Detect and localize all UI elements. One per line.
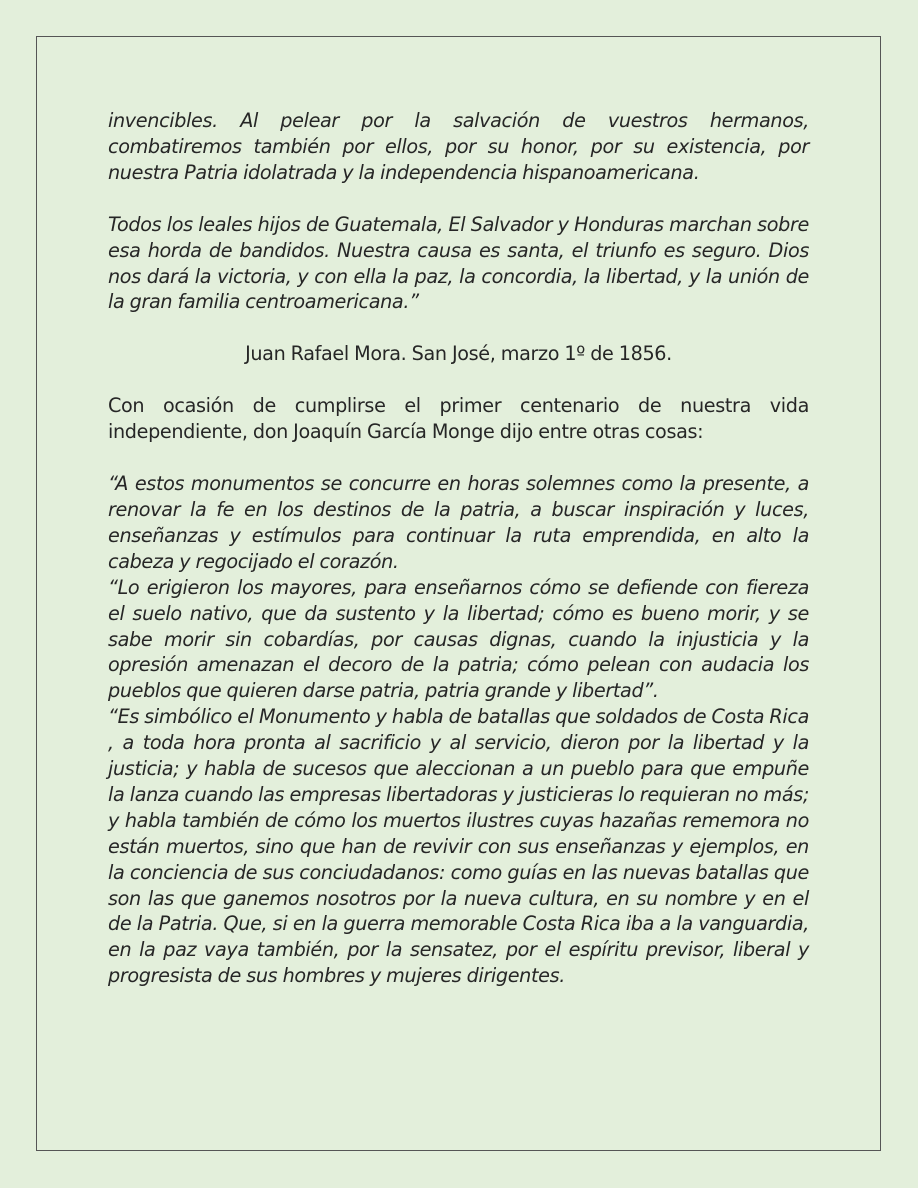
paragraph-proclamation-closing: Todos los leales hijos de Guatemala, El Salvador y Honduras marchan sobre esa horda de bandidos. Nuestra causa es santa, el triunfo es seguro. Dios nos dará la victoria, y con ella la paz, la concordia, la libertad, y la unión de la gran familia centroamericana.” bbox=[108, 212, 809, 314]
quote-paragraph-3: “Es simbólico el Monumento y habla de batallas que soldados de Costa Rica , a toda hora pronta al sacrificio y al servicio, dieron por la libertad y la justicia; y habla de sucesos que aleccionan a un pueblo para que empuñe la lanza cuando las empresas libertadoras y justicieras lo requieran no más; y habla también de cómo los muertos ilustres cuyas hazañas rememora no están muertos, sino que han de revivir con sus enseñanzas y ejemplos, en la conciencia de sus conciudadanos: como guías en las nuevas batallas que son las que ganemos nosotros por la nueva cultura, en su nombre y en el de la Patria. Que, si en la guerra memorable Costa Rica iba a la vanguardia, en la paz vaya también, por la sensatez, por el espíritu previsor, liberal y progresista de sus hombres y mujeres dirigentes. bbox=[108, 705, 809, 988]
paragraph-centenary-intro: Con ocasión de cumplirse el primer centenario de nuestra vida independiente, don Joaquín García Monge dijo entre otras cosas: bbox=[108, 394, 809, 444]
signature-line: Juan Rafael Mora. San José, marzo 1º de 1856. bbox=[245, 342, 672, 366]
paragraph-proclamation-end: invencibles. Al pelear por la salvación de vuestros hermanos, combatiremos también por ellos, por su honor, por su existencia, por nuestra Patria idolatrada y la independencia hispanoamericana. bbox=[108, 109, 809, 184]
quote-paragraph-2: “Lo erigieron los mayores, para enseñarnos cómo se defiende con fiereza el suelo nativo, que da sustento y la libertad; cómo es bueno morir, y se sabe morir sin cobardías, por causas dignas, cuando la injusticia y la opresión amenazan el decoro de la patria; cómo pelean con audacia los pueblos que quieren darse patria, patria grande y libertad”. bbox=[108, 575, 809, 703]
document-body bbox=[108, 108, 809, 989]
quote-paragraph-1: “A estos monumentos se concurre en horas solemnes como la presente, a renovar la fe en los destinos de la patria, a buscar inspiración y luces, enseñanzas y estímulos para continuar la ruta emprendida, en alto la cabeza y regocijado el corazón. bbox=[108, 472, 809, 573]
